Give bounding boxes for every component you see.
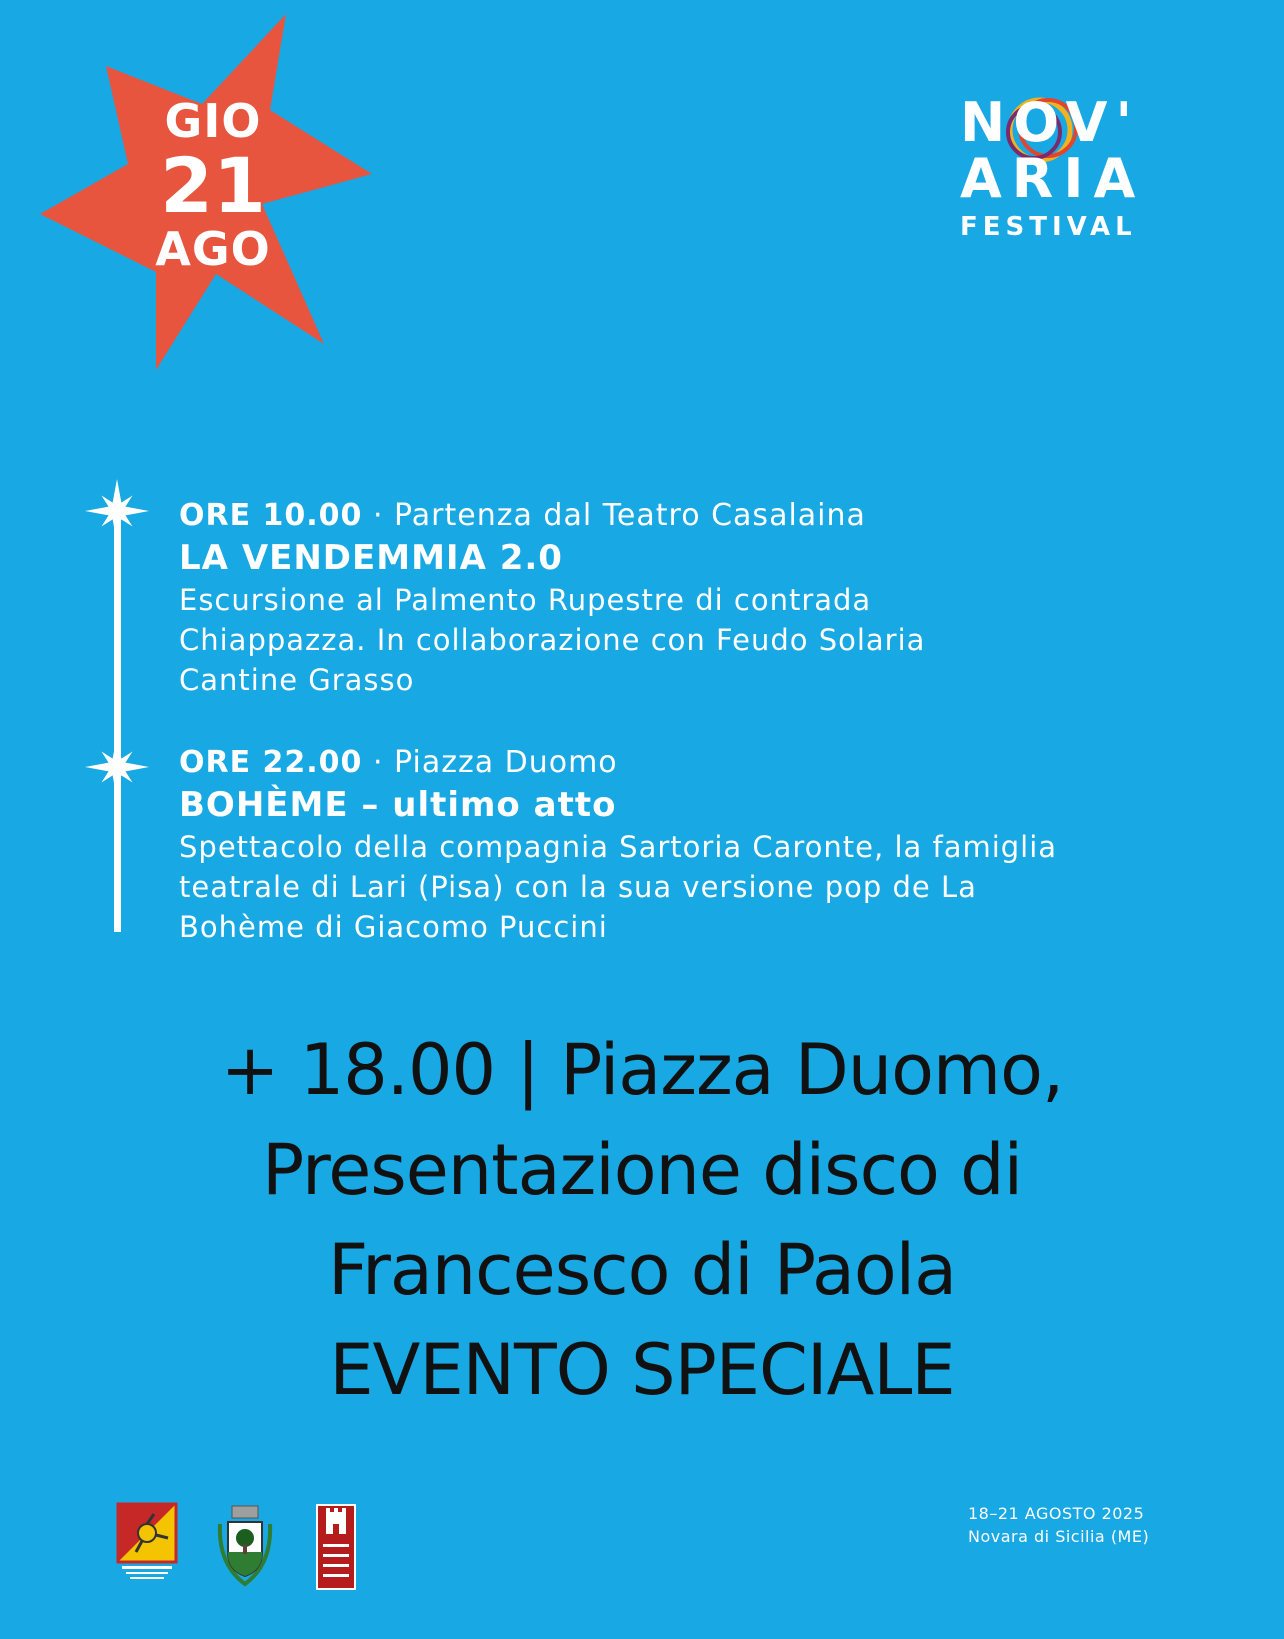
special-line: + 18.00 | Piazza Duomo, (220, 1029, 1064, 1111)
logo-line-1: NOV' (960, 91, 1140, 154)
date-weekday: GIO (164, 94, 262, 148)
event-place: Piazza Duomo (394, 745, 618, 780)
comune-crest-logo (212, 1504, 278, 1588)
event-time: ORE 22.00 (179, 745, 363, 780)
special-line: Francesco di Paola (327, 1229, 957, 1311)
date-month: AGO (155, 222, 271, 276)
event-description: Chiappazza. In collaborazione con Feudo Solaria (179, 623, 926, 657)
event-description: Cantine Grasso (179, 663, 415, 697)
date-day: 21 (160, 141, 266, 230)
event-date (148, 94, 278, 276)
event-header (179, 743, 1057, 783)
event-description: Spettacolo della compagnia Sartoria Caronte, la famiglia (179, 830, 1058, 864)
event-title: BOHÈME – ultimo atto (179, 785, 617, 825)
logo-line-2: ARIA (960, 147, 1146, 210)
festival-info (968, 1502, 1149, 1548)
event-place: Partenza dal Teatro Casalaina (394, 498, 866, 533)
borghi-piu-belli-logo (316, 1504, 356, 1590)
special-line: EVENTO SPECIALE (329, 1329, 955, 1411)
event-description: teatrale di Lari (Pisa) con la sua versione pop de La (179, 870, 977, 904)
logo-line-3: FESTIVAL (960, 212, 1137, 242)
festival-logo (960, 91, 1170, 256)
event-header (179, 496, 925, 536)
event-separator: · (362, 745, 395, 780)
event-title: LA VENDEMMIA 2.0 (179, 538, 563, 578)
event-time: ORE 10.00 (179, 498, 363, 533)
sparkle-icon (84, 734, 150, 800)
special-line: Presentazione disco di (261, 1129, 1023, 1211)
event-item (179, 743, 1057, 947)
event-item (179, 496, 925, 700)
event-description: Escursione al Palmento Rupestre di contrada (179, 583, 872, 617)
timeline-line (114, 512, 121, 932)
special-event (0, 1020, 1284, 1420)
sparkle-icon (84, 478, 150, 544)
festival-dates: 18–21 AGOSTO 2025 (968, 1504, 1145, 1523)
festival-location: Novara di Sicilia (ME) (968, 1527, 1150, 1546)
event-description: Bohème di Giacomo Puccini (179, 910, 608, 944)
event-separator: · (362, 498, 395, 533)
regione-sicilia-logo (116, 1502, 178, 1584)
